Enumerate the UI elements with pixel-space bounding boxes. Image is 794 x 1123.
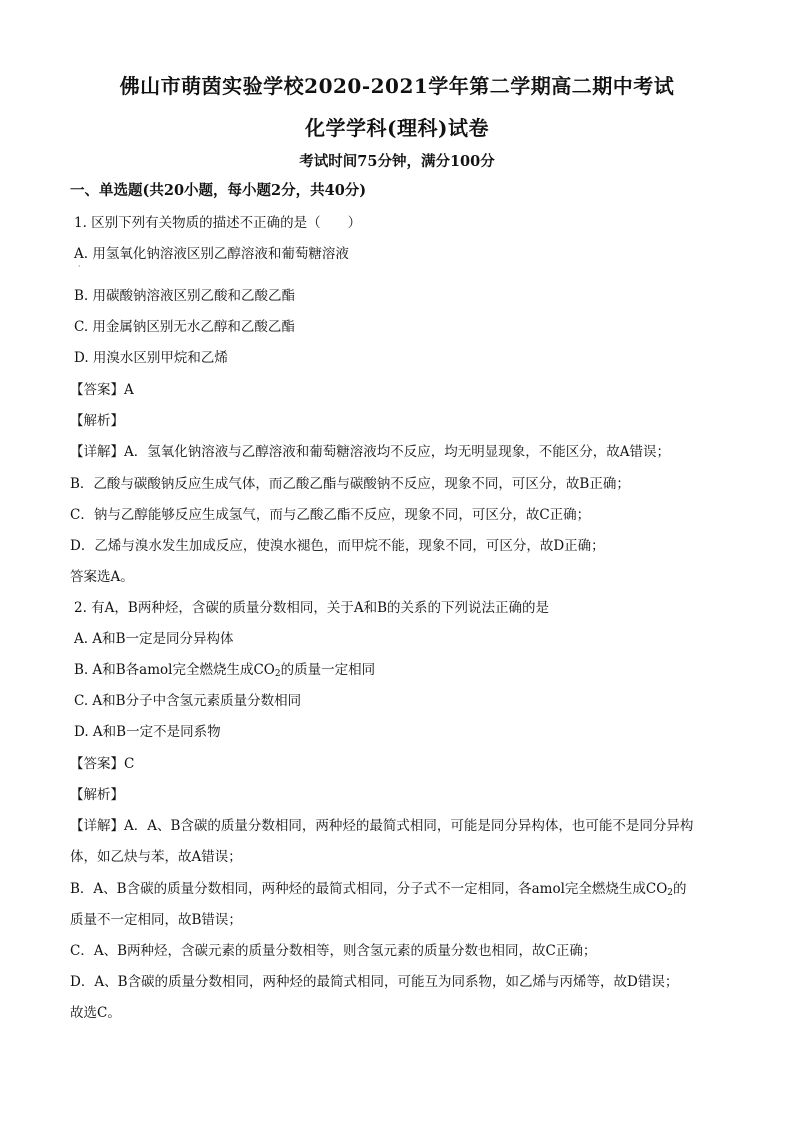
q2-conclusion: 故选C。 <box>70 1005 121 1021</box>
exam-title: 佛山市萌茵实验学校2020-2021学年第二学期高二期中考试 <box>119 74 675 98</box>
q2-detail-a: 【详解】A．A、B含碳的质量分数相同，两种烃的最简式相同，可能是同分异构体，也可能不是同分异构 <box>70 818 694 834</box>
q1-detail-a: 【详解】A．氢氧化钠溶液与乙醇溶液和葡萄糖溶液均不反应，均无明显现象，不能区分，故A错误； <box>70 444 670 460</box>
q2-detail-d: D．A、B含碳的质量分数相同，两种烃的最简式相同，可能互为同系物，如乙烯与丙烯等，故D错误； <box>70 974 679 990</box>
exam-time-info: 考试时间75分钟，满分100分 <box>299 153 495 170</box>
q2-detail-b-text-end: 的 <box>673 881 687 897</box>
q1-detail-c: C．钠与乙醇能够反应生成氢气，而与乙酸乙酯不反应，现象不同，可区分，故C正确； <box>70 507 591 523</box>
decorative-dot: · <box>78 262 81 271</box>
q1-option-b: B. 用碳酸钠溶液区别乙酸和乙酸乙酯 <box>74 288 296 304</box>
q2-detail-b <box>70 880 730 898</box>
q2-option-d: D. A和B一定不是同系物 <box>74 724 221 740</box>
q2-detail-c: C．A、B两种烃，含碳元素的质量分数相等，则含氢元素的质量分数也相同，故C正确； <box>70 943 597 959</box>
q2-option-b-text-end: 的质量一定相同 <box>280 662 376 678</box>
q2-option-c: C. A和B分子中含氢元素质量分数相同 <box>74 693 302 709</box>
q2-analysis-label: 【解析】 <box>70 787 124 803</box>
section-heading: 一、单选题(共20小题，每小题2分，共40分) <box>70 182 367 199</box>
q1-detail-b: B．乙酸与碳酸钠反应生成气体，而乙酸乙酯与碳酸钠不反应，现象不同，可区分，故B正确； <box>70 476 630 492</box>
q1-answer: 【答案】A <box>70 382 134 398</box>
q2-stem: 2. 有A，B两种烃，含碳的质量分数相同，关于A和B的关系的下列说法正确的是 <box>74 600 550 616</box>
q2-detail-a-cont: 体，如乙炔与苯，故A错误； <box>70 849 242 865</box>
q1-stem: 1. 区别下列有关物质的描述不正确的是（ ） <box>74 215 362 231</box>
q2-option-b-subscript: 2 <box>274 669 281 679</box>
q2-detail-b-cont: 质量不一定相同，故B错误； <box>70 912 242 928</box>
q2-option-a: A. A和B一定是同分异构体 <box>74 631 234 647</box>
q2-detail-b-text: B．A、B含碳的质量分数相同，两种烃的最简式相同，分子式不一定相同，各amol完全燃烧生成CO <box>70 881 668 897</box>
q2-detail-b-subscript: 2 <box>667 888 674 898</box>
q2-option-b-text: B. A和B各amol完全燃烧生成CO <box>74 662 275 678</box>
q1-option-a: A. 用氢氧化钠溶液区别乙醇溶液和葡萄糖溶液 <box>74 246 349 262</box>
q1-analysis-label: 【解析】 <box>70 413 124 429</box>
exam-subject-title: 化学学科(理科)试卷 <box>305 116 489 140</box>
q1-option-d: D. 用溴水区别甲烷和乙烯 <box>74 350 228 366</box>
q1-detail-d: D．乙烯与溴水发生加成反应，使溴水褪色，而甲烷不能，现象不同，可区分，故D正确； <box>70 538 605 554</box>
q1-conclusion: 答案选A。 <box>70 569 134 585</box>
q2-answer: 【答案】C <box>70 756 135 772</box>
q1-option-c: C. 用金属钠区别无水乙醇和乙酸乙酯 <box>74 319 295 335</box>
q2-option-b <box>74 661 734 679</box>
